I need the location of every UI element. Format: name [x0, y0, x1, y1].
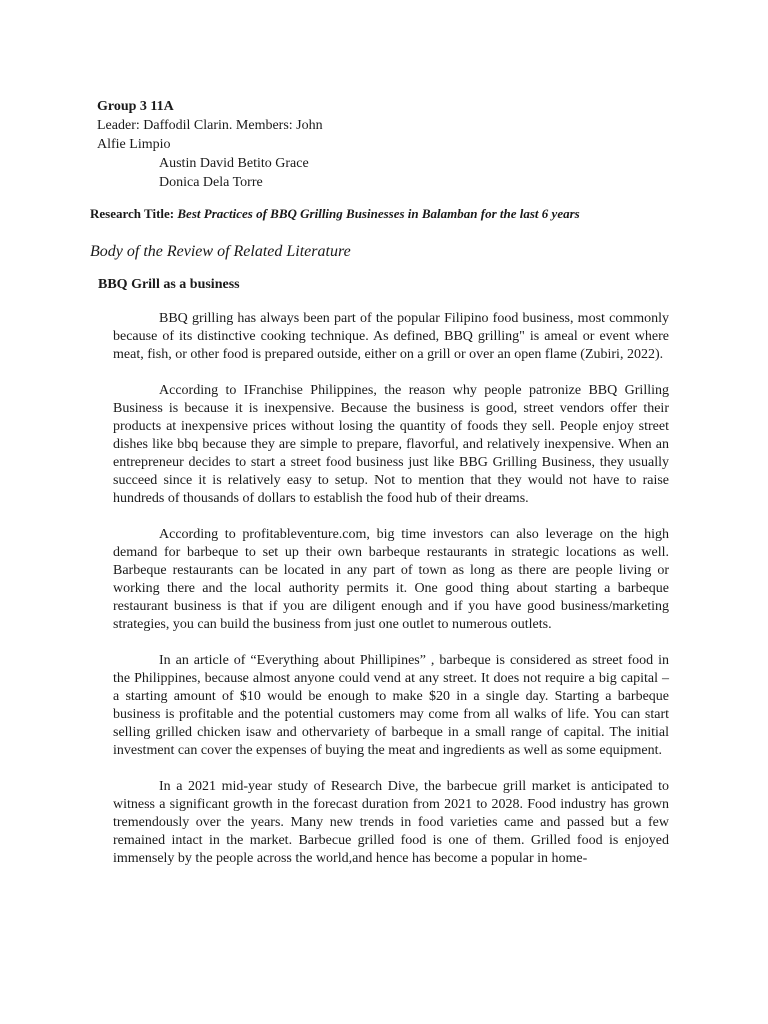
research-title	[90, 205, 580, 223]
body-content	[113, 310, 669, 886]
member-line: Austin David Betito Grace	[159, 156, 309, 171]
paragraph: According to IFranchise Philippines, the reason why people patronize BBQ Grilling Business is because it is inexpensive. Because the business is good, street vendors offer their products at inexpensive prices without losing the quantity of foods they sell. People enjoy street dishes like bbq because they are simple to prepare, flavorful, and relatively inexpensive. When an entrepreneur decides to start a street food business just like BBG Grilling Business, they usually succeed since it is relatively easy to setup. Not to mention that they would not have to raise hundreds of thousands of dollars to establish the food hub of their dreams.	[113, 383, 669, 506]
group-label: Group 3 11A	[97, 99, 174, 114]
research-title-text: Best Practices of BBQ Grilling Businesses in Balamban for the last 6 years	[177, 206, 580, 221]
paragraph: According to profitableventure.com, big time investors can also leverage on the high demand for barbeque to set up their own barbeque restaurants in strategic locations as well. Barbeque restaurants can be located in any part of town as long as there are people living or working there and the local authority permits it. One good thing about starting a barbeque restaurant business is that if you are diligent enough and if you have good business/marketing strategies, you can build the business from just one outlet to numerous outlets.	[113, 527, 669, 632]
body-heading: Body of the Review of Related Literature	[90, 243, 351, 260]
research-title-label: Research Title:	[90, 206, 175, 221]
paragraph: In an article of “Everything about Phillipines” , barbeque is considered as street food in the Philippines, because almost anyone could vend at any street. It does not require a big capital – a starting amount of $10 would be enough to make $20 in a single day. Starting a barbeque business is profitable and the potential customers may come from all walks of life. You can start selling grilled chicken isaw and othervariety of barbeque in a small range of capital. The initial investment can cover the expenses of buying the meat and ingredients as well as some equipment.	[113, 653, 669, 758]
leader-line: Leader: Daffodil Clarin. Members: John	[97, 118, 323, 133]
section-heading: BBQ Grill as a business	[98, 277, 240, 292]
paragraph: BBQ grilling has always been part of the popular Filipino food business, most commonly because of its distinctive cooking technique. As defined, BBQ grilling" is ameal or event where meat, fish, or other food is prepared outside, either on a grill or over an open flame (Zubiri, 2022).	[113, 311, 669, 362]
member-line: Alfie Limpio	[97, 137, 171, 152]
paragraph: In a 2021 mid-year study of Research Dive, the barbecue grill market is anticipated to witness a significant growth in the forecast duration from 2021 to 2028. Food industry has grown tremendously over the years. Many new trends in food varieties came and passed but a few remained intact in the market. Barbecue grilled food is one of them. Grilled food is enjoyed immensely by the people across the world,and hence has become a popular in home-	[113, 779, 669, 866]
member-line: Donica Dela Torre	[159, 175, 263, 190]
group-header	[97, 97, 323, 192]
